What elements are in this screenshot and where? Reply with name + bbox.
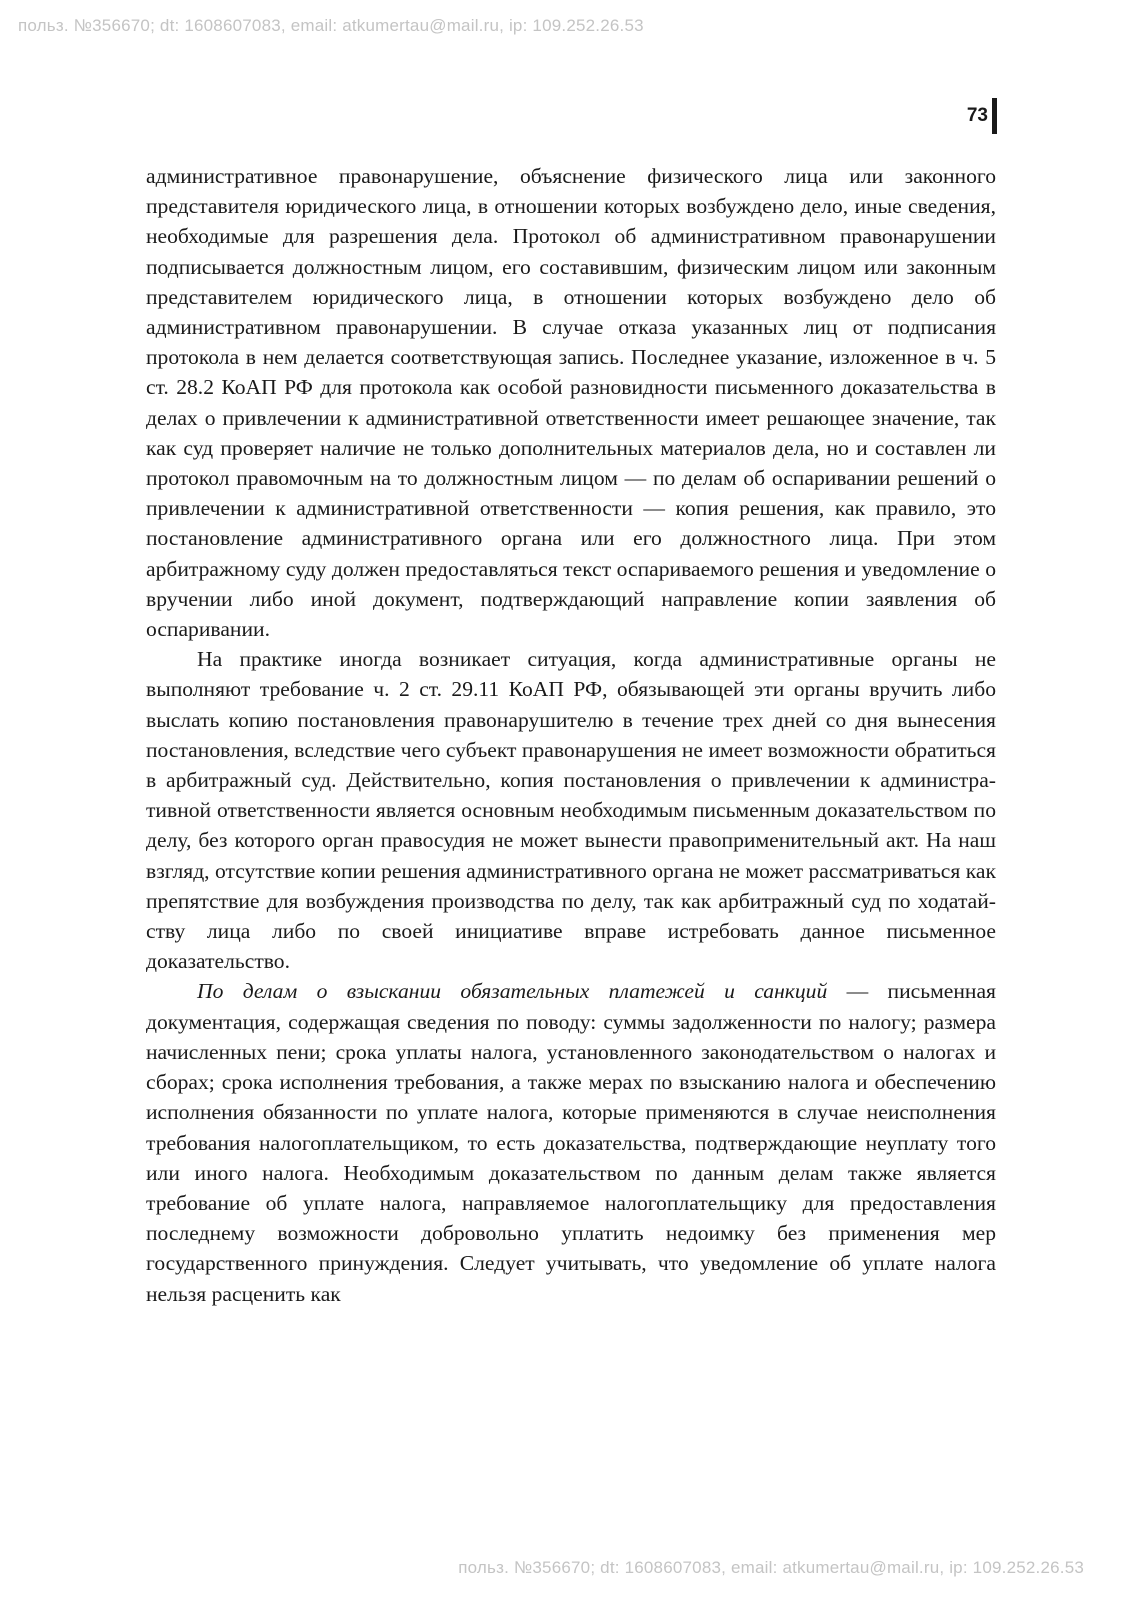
- paragraph-3-italic-lead: По делам о взыскании обязательных платежей и санкций: [197, 979, 828, 1004]
- paragraph-2: На практике иногда возникает ситуация, когда административные органы не выполняют требование ч. 2 ст. 29.11 КоАП РФ, обязывающей эти органы вручить либо выслать копию постановления правонарушителю в течение трех дней со дня вынесения постановления, вследствие чего субъект правонарушения не имеет возможности обратиться в арбитражный суд. Действительно, копия постановления о привлечении к административной ответственности является основным необходимым письменным доказательством по делу, без которого орган правосудия не может вынести правоприменительный акт. На наш взгляд, отсутствие копии решения административного органа не может рассматриваться как препятствие для возбуждения производства по делу, так как арбитражный суд по ходатайству лица либо по своей инициативе вправе истребовать данное письменное доказательство.: [146, 647, 996, 974]
- watermark-bottom: польз. №356670; dt: 1608607083, email: atkumertau@mail.ru, ip: 109.252.26.53: [458, 1558, 1084, 1577]
- watermark-top: польз. №356670; dt: 1608607083, email: atkumertau@mail.ru, ip: 109.252.26.53: [18, 16, 644, 35]
- body-text: [146, 161, 996, 1309]
- paragraph-1: административное правонарушение, объяснение физического лица или законного представителя юридического лица, в отношении которых возбуждено дело, иные сведения, необходимые для разрешения дела. Протокол об административном правонарушении подписывается должностным лицом, его составившим, физическим лицом или законным представителем юридического лица, в отношении которых возбуждено дело об административном правонарушении. В случае отказа указанных лиц от подписания протокола в нем делается соответствующая запись. Последнее указание, изложенное в ч. 5 ст. 28.2 КоАП РФ для протокола как особой разновидности письменного доказательства в делах о привлечении к административной ответственности имеет решающее значение, так как суд проверяет наличие не только дополнительных материалов дела, но и составлен ли протокол правомочным на то должностным лицом — по делам об оспаривании решений о привлечении к административной ответственности — копия решения, как правило, это постановление административного органа или его должностного лица. При этом арбитражному суду должен предоставляться текст оспариваемого решения и уведомление о вручении либо иной документ, подтверждающий направление копии заявления об оспаривании.: [146, 164, 996, 642]
- page-number: 73: [966, 105, 988, 126]
- paragraph-3-text: — письменная документация, содержащая сведения по поводу: суммы задолженности по налогу; размера начисленных пени; срока уплаты налога, установленного законодательством о налогах и сборах; срока исполнения требования, а также мерах по взысканию налога и обеспечению исполнения обязанности по уплате налога, которые применяются в случае неисполнения требования налогоплательщиком, то есть доказательства, подтверждающие неуплату того или иного налога. Необходимым доказательством по данным делам также является требование об уплате налога, направляемое налогоплательщику для предоставления последнему возможности добровольно уплатить недоимку без применения мер государственного принуждения. Следует учитывать, что уведомление об уплате налога нельзя расценить как: [146, 979, 996, 1306]
- page-number-bar: [992, 98, 997, 134]
- paragraph-3: [146, 976, 996, 1308]
